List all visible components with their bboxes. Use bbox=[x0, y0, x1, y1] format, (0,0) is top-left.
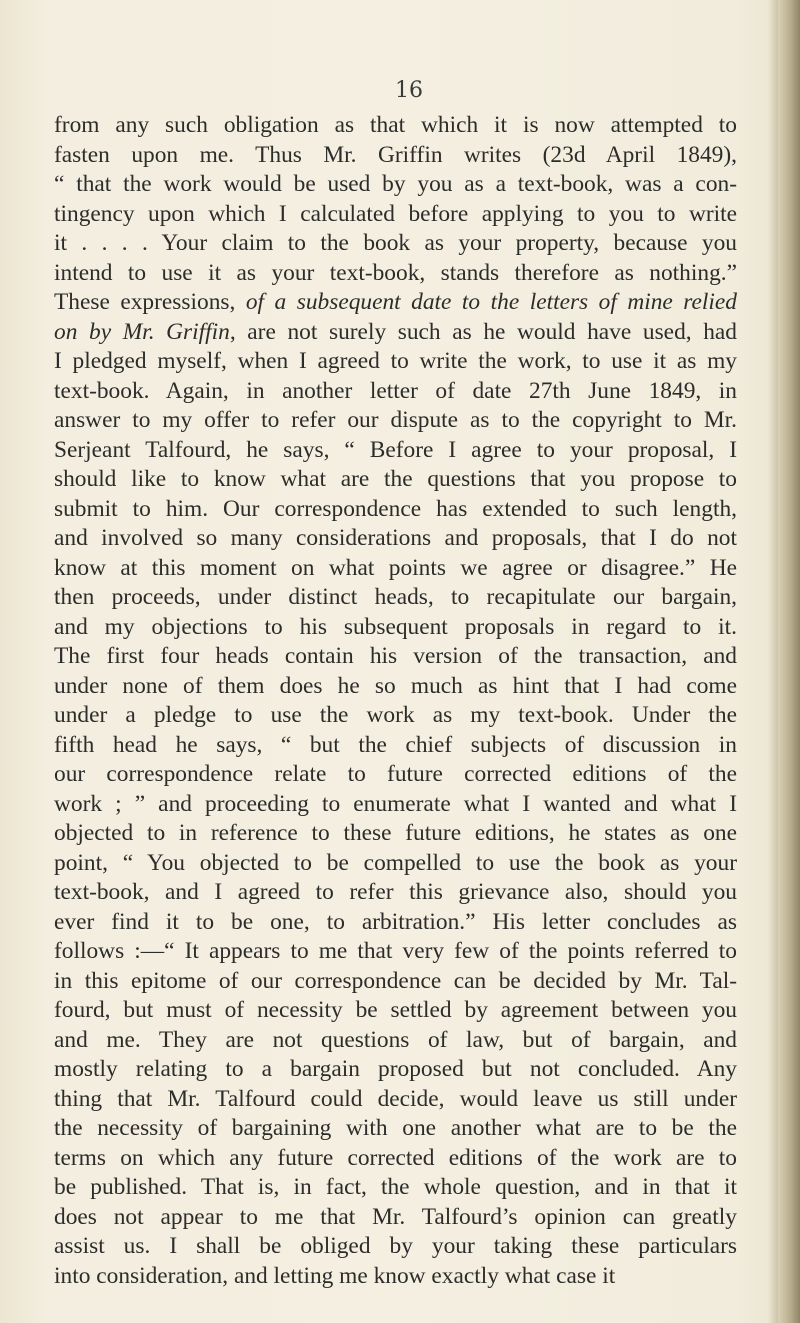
book-binding-edge bbox=[778, 0, 800, 1323]
text-run: fasten upon me. Thus Mr. Griffin writes (23d April 1849), bbox=[54, 141, 737, 168]
text-run: and involved so many considerations and proposals, that I do not bbox=[54, 525, 737, 551]
text-line bbox=[54, 259, 737, 289]
text-run: submit to him. Our correspondence has extended to such length, bbox=[54, 495, 737, 522]
text-line bbox=[54, 495, 737, 525]
page-number: 16 bbox=[395, 78, 423, 103]
text-line bbox=[54, 465, 737, 495]
text-run: terms on which any future corrected editions of the work are to bbox=[54, 1144, 737, 1171]
text-line bbox=[54, 672, 737, 702]
text-run: our correspondence relate to future corrected editions of the bbox=[54, 761, 737, 787]
text-line bbox=[54, 347, 737, 377]
text-line bbox=[54, 170, 737, 200]
text-run: “ that the work would be used by you as a text-book, was a con- bbox=[54, 171, 737, 197]
text-line bbox=[54, 406, 737, 436]
text-line bbox=[54, 760, 737, 790]
text-line bbox=[54, 200, 737, 230]
text-line bbox=[54, 524, 737, 554]
text-line bbox=[54, 1173, 737, 1203]
text-line bbox=[54, 701, 737, 731]
text-line bbox=[54, 141, 737, 171]
text-run: under a pledge to use the work as my text-book. Under the bbox=[54, 702, 737, 728]
text-run: I pledged myself, when I agreed to write the work, to use it as my bbox=[54, 348, 737, 374]
text-run: , are not surely such as he would have used, had bbox=[229, 318, 737, 345]
text-line bbox=[54, 908, 737, 938]
text-run: work ; ” and proceeding to enumerate what I wanted and what I bbox=[54, 790, 737, 817]
text-line bbox=[54, 583, 737, 613]
text-run: answer to my offer to refer our dispute as to the copyright to Mr. bbox=[54, 407, 737, 433]
italic-text-run: of a subsequent date to the letters of mine relied bbox=[245, 289, 737, 315]
text-run: follows :—“ It appears to me that very few of the points referred to bbox=[54, 938, 737, 964]
text-line bbox=[54, 967, 737, 997]
text-run: and my objections to his subsequent proposals in regard to it. bbox=[54, 613, 737, 640]
text-line bbox=[54, 288, 737, 318]
text-run: These expressions, bbox=[54, 289, 246, 315]
text-run: tingency upon which I calculated before applying to you to write bbox=[54, 200, 737, 227]
text-run: point, “ You objected to be compelled to use the book as your bbox=[54, 849, 737, 876]
text-line bbox=[54, 731, 737, 761]
text-line bbox=[54, 790, 737, 820]
text-line bbox=[54, 1055, 737, 1085]
text-run: ever find it to be one, to arbitration.” His letter concludes as bbox=[54, 908, 737, 935]
text-run: know at this moment on what points we agree or disagree.” He bbox=[54, 554, 737, 581]
text-line bbox=[54, 937, 737, 967]
text-run: assist us. I shall be obliged by your taking these particulars bbox=[54, 1233, 737, 1259]
text-run: mostly relating to a bargain proposed but not concluded. Any bbox=[54, 1056, 737, 1082]
text-line bbox=[54, 554, 737, 584]
text-line bbox=[54, 1203, 737, 1233]
text-run: text-book, and I agreed to refer this grievance also, should you bbox=[54, 879, 737, 905]
text-line bbox=[54, 996, 737, 1026]
text-run: and me. They are not questions of law, but of bargain, and bbox=[54, 1026, 737, 1053]
text-run: The first four heads contain his version of the transaction, and bbox=[54, 643, 737, 669]
text-line bbox=[54, 878, 737, 908]
text-line bbox=[54, 1026, 737, 1056]
text-run: thing that Mr. Talfourd could decide, would leave us still under bbox=[54, 1085, 737, 1112]
text-run: the necessity of bargaining with one another what are to be the bbox=[54, 1115, 737, 1141]
text-line bbox=[54, 613, 737, 643]
binding-shadow bbox=[768, 0, 778, 1323]
text-run: text-book. Again, in another letter of date 27th June 1849, in bbox=[54, 377, 737, 404]
text-line bbox=[54, 229, 737, 259]
body-text bbox=[54, 111, 737, 1291]
text-line bbox=[54, 1085, 737, 1115]
text-run: objected to in reference to these future editions, he states as one bbox=[54, 820, 737, 846]
text-line bbox=[54, 1232, 737, 1262]
text-run: then proceeds, under distinct heads, to recapitulate our bargain, bbox=[54, 584, 737, 610]
text-run: it . . . . Your claim to the book as your property, because you bbox=[54, 230, 737, 256]
text-line bbox=[54, 111, 737, 141]
text-run: be published. That is, in fact, the whole question, and in that it bbox=[54, 1174, 737, 1200]
text-line bbox=[54, 642, 737, 672]
text-line bbox=[54, 849, 737, 879]
text-line bbox=[54, 377, 737, 407]
text-run: Serjeant Talfourd, he says, “ Before I agree to your proposal, I bbox=[54, 436, 737, 463]
text-line bbox=[54, 1114, 737, 1144]
text-line bbox=[54, 318, 737, 348]
text-line bbox=[54, 1262, 737, 1292]
text-line bbox=[54, 436, 737, 466]
text-line bbox=[54, 1144, 737, 1174]
text-run: under none of them does he so much as hint that I had come bbox=[54, 672, 737, 699]
text-run: does not appear to me that Mr. Talfourd’s opinion can greatly bbox=[54, 1203, 737, 1230]
text-run: fourd, but must of necessity be settled by agreement between you bbox=[54, 997, 737, 1023]
text-run: from any such obligation as that which it is now attempted to bbox=[54, 112, 737, 138]
text-run: should like to know what are the questions that you propose to bbox=[54, 466, 737, 492]
italic-text-run: on by Mr. Griffin bbox=[54, 318, 230, 345]
text-run: in this epitome of our correspondence can be decided by Mr. Tal- bbox=[54, 967, 737, 994]
text-line bbox=[54, 819, 737, 849]
text-run: into consideration, and letting me know exactly what case it bbox=[54, 1262, 616, 1289]
text-run: fifth head he says, “ but the chief subjects of discussion in bbox=[54, 731, 737, 758]
text-run: intend to use it as your text-book, stands therefore as nothing.” bbox=[54, 259, 737, 286]
